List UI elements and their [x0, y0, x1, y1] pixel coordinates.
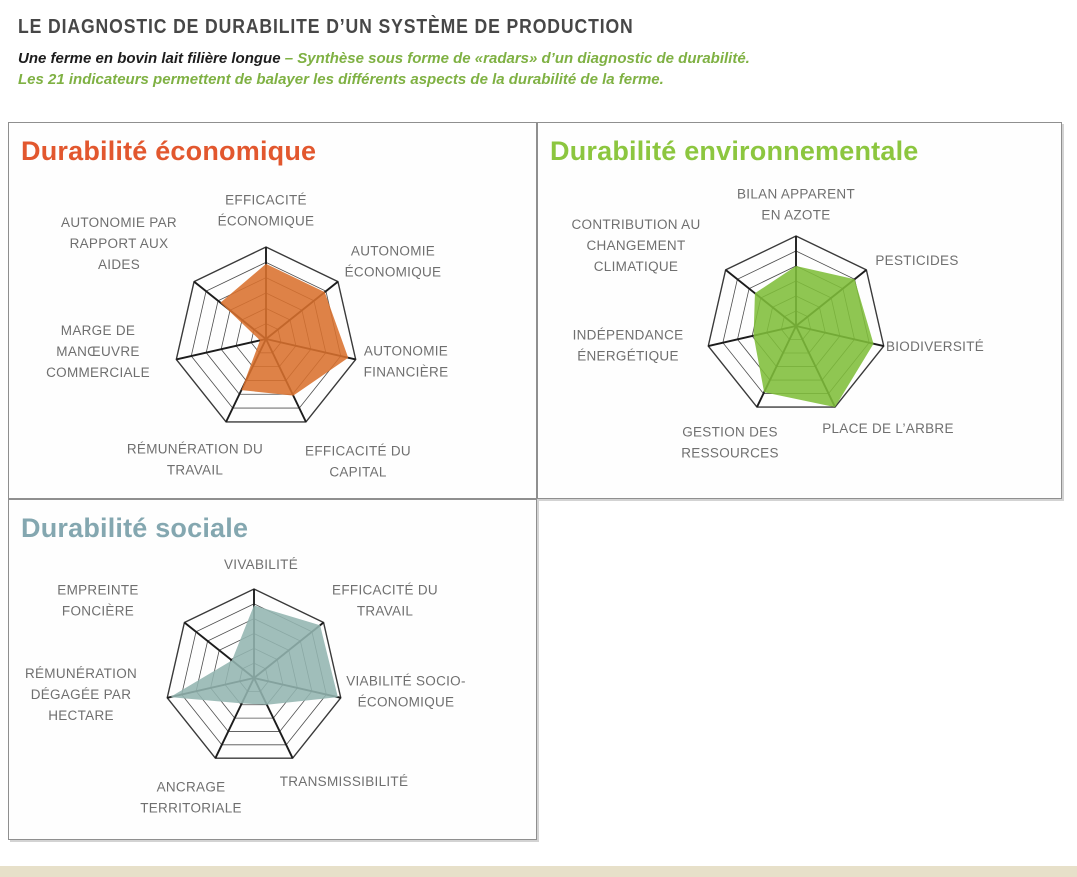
panel-economic-durability	[8, 122, 537, 499]
radar-axis-label: ANCRAGE TERRITORIALE	[140, 779, 242, 816]
radar-axis-label: GESTION DES RESSOURCES	[681, 424, 779, 461]
subtitle-description: – Synthèse sous forme de «radars» d’un diagnostic de durabilité.	[280, 50, 750, 67]
subtitle-farm-type: Une ferme en bovin lait filière longue	[18, 50, 281, 67]
radar-chart-environmental	[538, 123, 1063, 500]
radar-axis-label: AUTONOMIE ÉCONOMIQUE	[344, 243, 442, 280]
radar-axis-label: EMPREINTE FONCIÈRE	[57, 582, 139, 619]
page-subtitle	[18, 48, 1058, 90]
radar-data-polygon	[754, 266, 874, 407]
radar-chart-economic	[9, 123, 538, 500]
subtitle-indicators-note: Les 21 indicateurs permettent de balayer les différents aspects de la durabilité de la ferme.	[18, 71, 664, 88]
radar-axis-label: TRANSMISSIBILITÉ	[279, 774, 409, 789]
radar-axis-label: CONTRIBUTION AU CHANGEMENT CLIMATIQUE	[571, 217, 701, 274]
panel-social-durability	[8, 499, 537, 840]
radar-axis-label: BILAN APPARENT EN AZOTE	[737, 186, 855, 223]
radar-data-polygon	[170, 605, 338, 704]
radar-axis-label: AUTONOMIE FINANCIÈRE	[363, 343, 449, 380]
radar-axis-label: PLACE DE L’ARBRE	[822, 421, 954, 436]
footer-strip	[0, 866, 1077, 877]
radar-axis-label: RÉMUNÉRATION DÉGAGÉE PAR HECTARE	[24, 666, 138, 723]
radar-axis-label: PESTICIDES	[875, 253, 959, 268]
radar-axis-label: VIVABILITÉ	[223, 557, 299, 572]
radar-axis-label: MARGE DE MANŒUVRE COMMERCIALE	[46, 323, 150, 380]
radar-axis-label: EFFICACITÉ DU CAPITAL	[305, 443, 411, 480]
panel-title-environmental: Durabilité environnementale	[550, 136, 919, 166]
radar-axis-spoke	[176, 339, 266, 359]
panel-title-economic: Durabilité économique	[21, 136, 317, 166]
panel-environmental-durability	[537, 122, 1062, 499]
radar-axis-label: INDÉPENDANCE ÉNERGÉTIQUE	[572, 327, 684, 364]
radar-axis-label: AUTONOMIE PAR RAPPORT AUX AIDES	[61, 215, 177, 272]
page-title: LE DIAGNOSTIC DE DURABILITE D’UN SYSTÈME DE PRODUCTION	[18, 16, 634, 38]
radar-axis-label: VIABILITÉ SOCIO-ÉCONOMIQUE	[346, 673, 466, 710]
radar-axis-label: RÉMUNÉRATION DU TRAVAIL	[126, 441, 264, 478]
radar-chart-social	[9, 500, 538, 841]
radar-axis-label: EFFICACITÉ DU TRAVAIL	[332, 582, 438, 619]
radar-axis-label: BIODIVERSITÉ	[885, 339, 985, 354]
radar-axis-label: EFFICACITÉ ÉCONOMIQUE	[217, 192, 315, 229]
panel-title-social: Durabilité sociale	[21, 513, 249, 543]
document-header	[18, 16, 1058, 90]
